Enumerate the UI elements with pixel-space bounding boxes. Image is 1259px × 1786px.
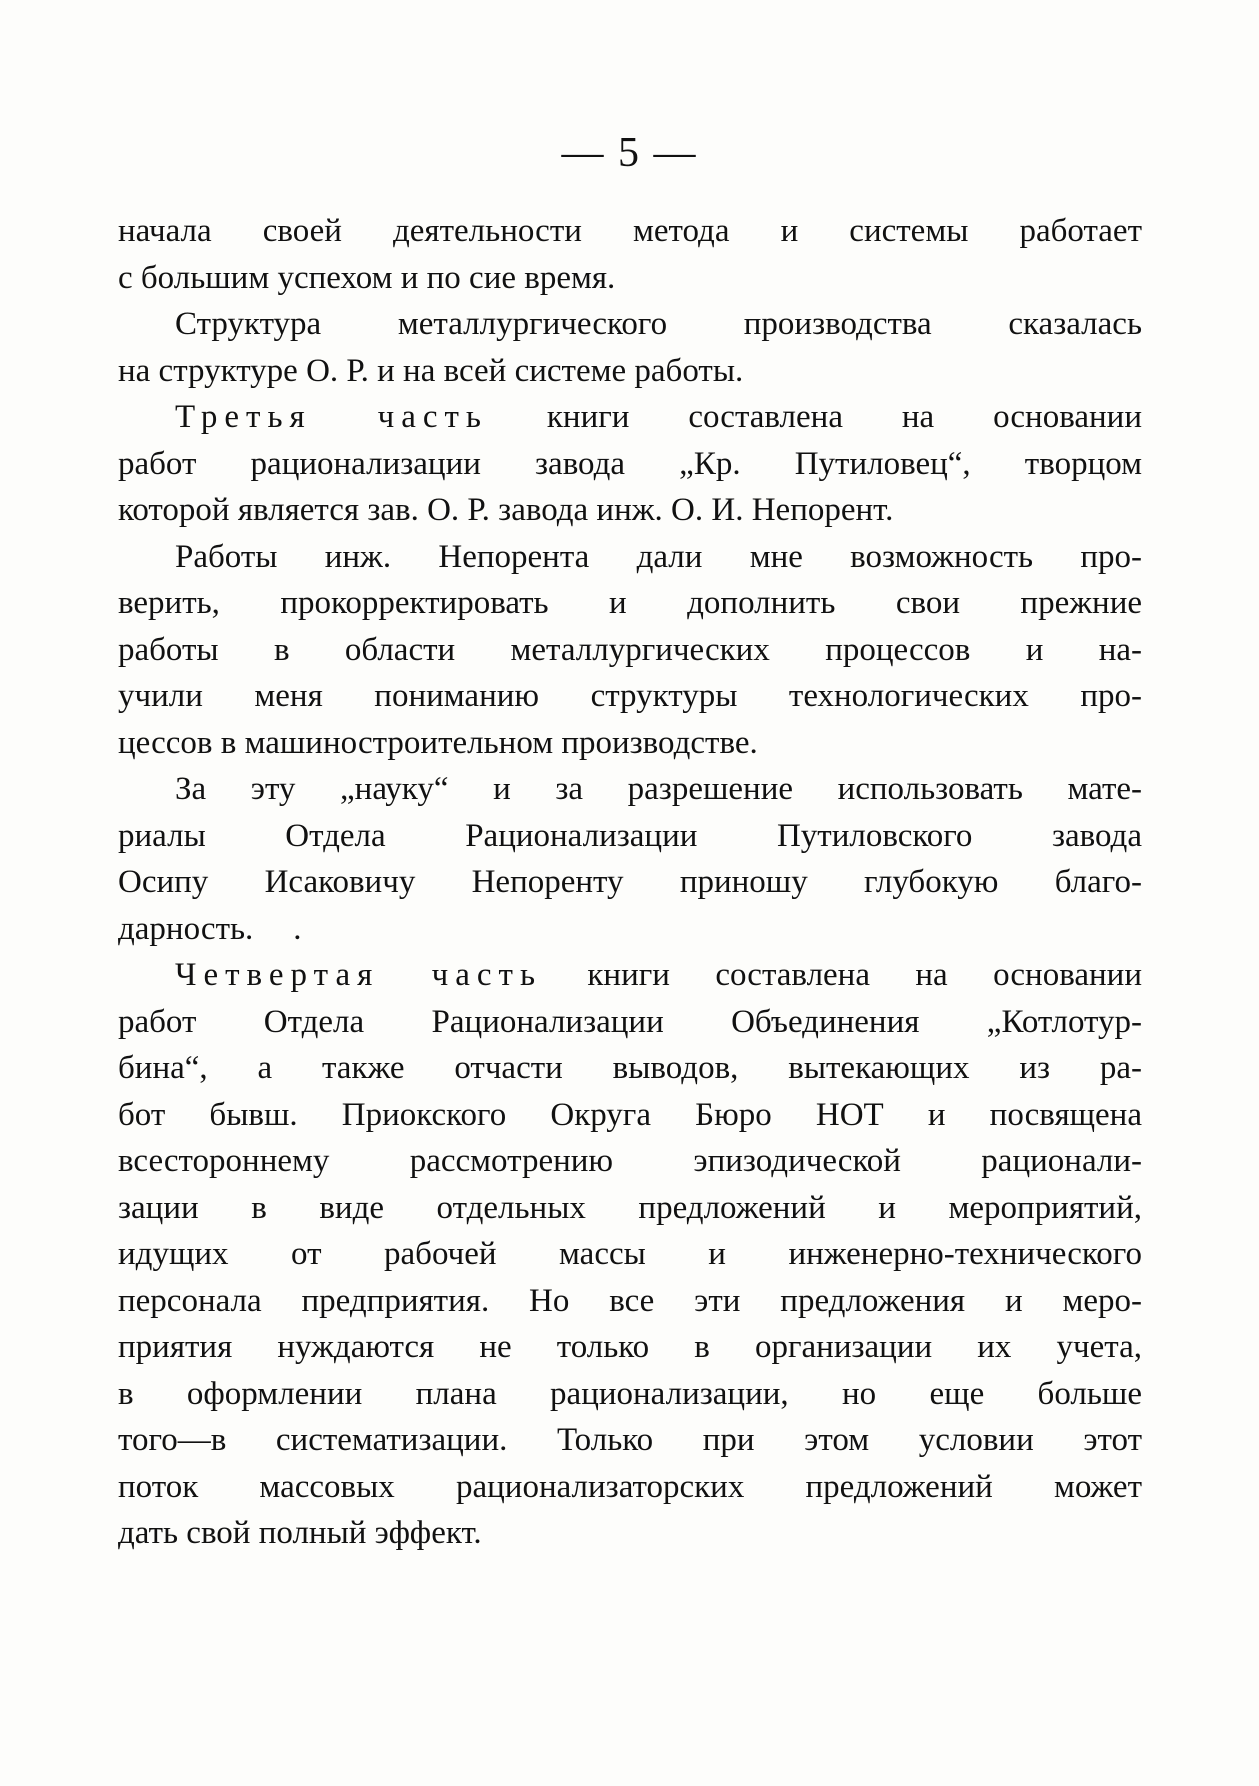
paragraph bbox=[118, 208, 1142, 301]
text-line: дать свой полный эффект. bbox=[118, 1515, 482, 1551]
text-line: За эту „науку“ и за разрешение использовать мате- bbox=[175, 771, 1142, 807]
text-line: работ рационализации завода „Кр. Путиловец“, творцом bbox=[118, 445, 1142, 482]
text-line: учили меня пониманию структуры технологических про- bbox=[118, 678, 1142, 714]
paragraph bbox=[118, 952, 1142, 1557]
text-line: идущих от рабочей массы и инженерно-технического bbox=[118, 1236, 1142, 1272]
text-line: на структуре О. Р. и на всей системе работы. bbox=[118, 352, 744, 389]
body-text bbox=[118, 208, 1142, 1557]
text-line: Структура металлургического производства сказалась bbox=[175, 306, 1142, 342]
text-line: цессов в машиностроительном производстве. bbox=[118, 724, 758, 761]
text-line: которой является зав. О. Р. завода инж. О. И. Непорент. bbox=[118, 492, 894, 528]
text-line bbox=[118, 906, 1142, 953]
text-line: верить, прокорректировать и дополнить свои прежние bbox=[118, 585, 1142, 621]
paragraph bbox=[118, 301, 1142, 394]
text-line: того—в систематизации. Только при этом условии этот bbox=[118, 1422, 1142, 1458]
text-line: Осипу Исаковичу Непоренту приношу глубокую благо- bbox=[118, 864, 1142, 900]
text-line: приятия нуждаются не только в организации их учета, bbox=[118, 1329, 1142, 1365]
text-line: зации в виде отдельных предложений и мероприятий, bbox=[118, 1189, 1142, 1226]
text-fragment: книги составлена на основании bbox=[487, 399, 1142, 435]
emphasis-spaced-lead: Третья часть bbox=[175, 399, 488, 435]
text-line: бина“, а также отчасти выводов, вытекающих из ра- bbox=[118, 1050, 1142, 1086]
text-fragment: книги составлена на основании bbox=[542, 957, 1142, 993]
text-line: с большим успехом и по сие время. bbox=[118, 259, 616, 296]
text-line: Работы инж. Непорента дали мне возможность про- bbox=[175, 538, 1142, 575]
stray-print-mark: . bbox=[293, 910, 302, 947]
paragraph bbox=[118, 534, 1142, 767]
page-number: — 5 — bbox=[561, 130, 698, 176]
text-line: начала своей деятельности метода и системы работает bbox=[118, 213, 1142, 249]
text-line: в оформлении плана рационализации, но еще больше bbox=[118, 1375, 1142, 1412]
emphasis-spaced-lead: Четвертая часть bbox=[175, 957, 543, 993]
text-line: работы в области металлургических процессов и на- bbox=[118, 631, 1142, 668]
paragraph bbox=[118, 766, 1142, 952]
text-line: всестороннему рассмотрению эпизодической рационали- bbox=[118, 1143, 1142, 1179]
text-line: риалы Отдела Рационализации Путиловского завода bbox=[118, 817, 1142, 854]
text-fragment: дарность. bbox=[118, 910, 254, 947]
text-line bbox=[118, 952, 1142, 999]
text-line: поток массовых рационализаторских предложений может bbox=[118, 1468, 1142, 1505]
text-line: работ Отдела Рационализации Объединения „Котлотур- bbox=[118, 1003, 1142, 1040]
paragraph bbox=[118, 394, 1142, 534]
text-line: персонала предприятия. Но все эти предложения и меро- bbox=[118, 1282, 1142, 1319]
text-line: бот бывш. Приокского Округа Бюро НОТ и посвящена bbox=[118, 1096, 1142, 1133]
text-line bbox=[118, 394, 1142, 441]
